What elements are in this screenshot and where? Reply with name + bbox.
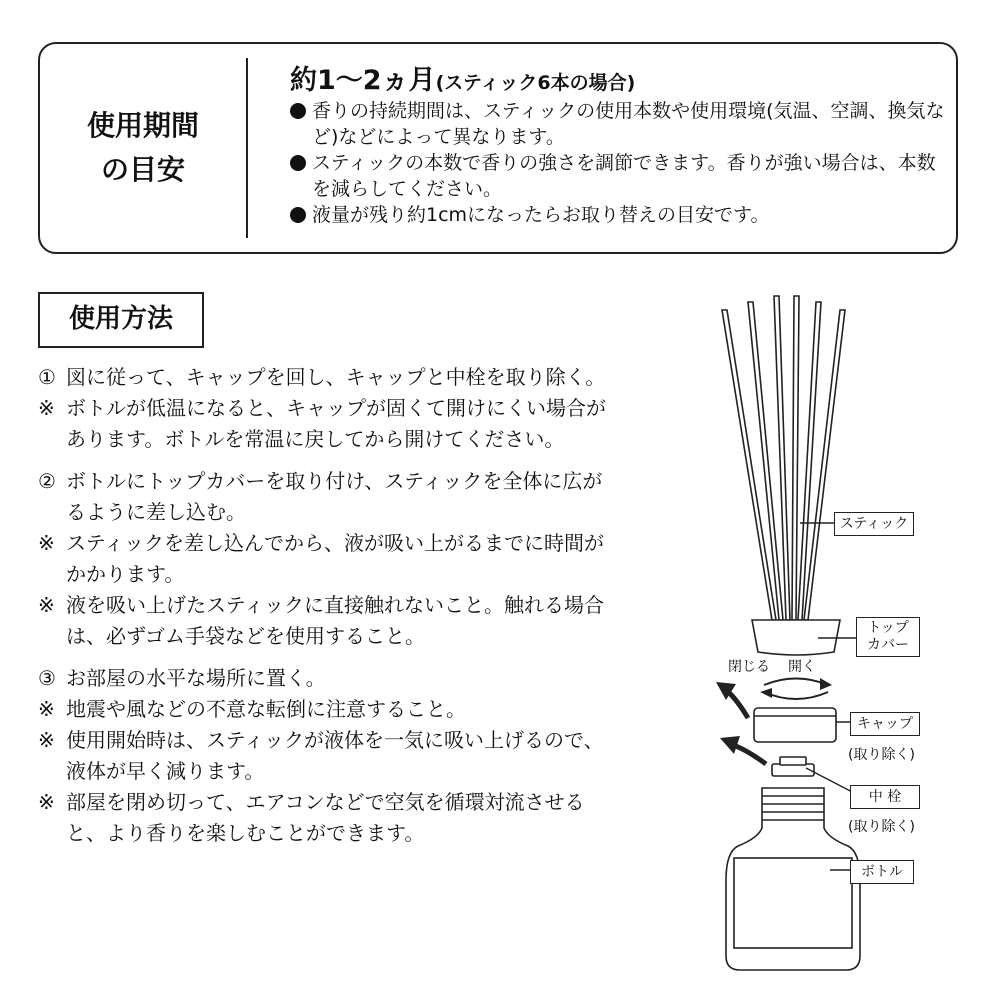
top-cover-label-line-1: トップ xyxy=(867,620,909,636)
bottle-label-area xyxy=(734,858,852,948)
step-item xyxy=(38,362,618,393)
note-text: 地震や風などの不意な転倒に注意すること。 xyxy=(66,697,466,721)
period-bullet: 香りの持続期間は、スティックの使用本数や使用環境(気温、空調、換気など)などによって異なります。 xyxy=(290,98,950,150)
step-marker: ① xyxy=(38,365,56,389)
usage-period-box xyxy=(38,42,958,254)
step-text: ボトルにトップカバーを取り付け、スティックを全体に広がるように差し込む。 xyxy=(66,469,603,524)
note-marker: ※ xyxy=(38,531,55,555)
top-cover-callout xyxy=(856,617,920,657)
usage-period-label xyxy=(40,104,246,192)
usage-method-heading: 使用方法 xyxy=(38,292,204,348)
note-text: ボトルが低温になると、キャップが固くて開けにくい場合があります。ボトルを常温に戻してから開けてください。 xyxy=(66,396,606,451)
period-bullet: スティックの本数で香りの強さを調節できます。香りが強い場合は、本数を減らしてください。 xyxy=(290,150,950,202)
usage-period-label-line-2: の目安 xyxy=(100,153,185,186)
note-item xyxy=(38,393,618,455)
period-divider xyxy=(246,58,248,238)
top-cover-label-line-2: カバー xyxy=(867,637,909,653)
step-item xyxy=(38,663,618,694)
usage-period-condition: (スティック6本の場合) xyxy=(435,72,636,94)
usage-period-bullets xyxy=(290,98,950,228)
note-item xyxy=(38,694,618,725)
step-text: 図に従って、キャップを回し、キャップと中栓を取り除く。 xyxy=(66,365,606,389)
cap-remove-note: (取り除く) xyxy=(848,747,915,763)
note-item xyxy=(38,787,618,849)
stick-callout: スティック xyxy=(834,512,914,536)
diffuser-diagram xyxy=(700,280,1000,980)
note-item xyxy=(38,528,618,590)
note-text: 部屋を閉め切って、エアコンなどで空気を循環対流させると、より香りを楽しむことができます。 xyxy=(66,790,585,845)
usage-period-duration: 約1〜2ヵ月 xyxy=(290,65,436,96)
close-label: 閉じる xyxy=(728,659,770,675)
open-label: 開く xyxy=(788,659,816,675)
usage-steps xyxy=(38,362,618,849)
note-marker: ※ xyxy=(38,697,55,721)
inner-plug-remove-note: (取り除く) xyxy=(848,819,915,835)
step-text: お部屋の水平な場所に置く。 xyxy=(66,666,326,690)
note-marker: ※ xyxy=(38,593,55,617)
note-item xyxy=(38,725,618,787)
note-marker: ※ xyxy=(38,728,55,752)
period-bullet: 液量が残り約1cmになったらお取り替えの目安です。 xyxy=(290,202,950,228)
step-marker: ② xyxy=(38,469,56,493)
note-text: スティックを差し込んでから、液が吸い上がるまでに時間がかかります。 xyxy=(66,531,604,586)
step-marker: ③ xyxy=(38,666,56,690)
step-item xyxy=(38,466,618,528)
note-text: 使用開始時は、スティックが液体を一気に吸い上げるので、液体が早く減ります。 xyxy=(66,728,604,783)
note-text: 液を吸い上げたスティックに直接触れないこと。触れる場合は、必ずゴム手袋などを使用すること。 xyxy=(66,593,604,648)
reed-stick xyxy=(792,296,799,620)
note-marker: ※ xyxy=(38,790,55,814)
usage-period-title xyxy=(290,58,635,97)
bottle-callout: ボトル xyxy=(850,860,914,884)
inner-plug-callout: 中 栓 xyxy=(850,785,920,809)
rotate-arrow-icon xyxy=(764,679,828,686)
cap-callout: キャップ xyxy=(850,712,920,736)
note-marker: ※ xyxy=(38,396,55,420)
cap-icon xyxy=(754,708,836,742)
usage-period-label-line-1: 使用期間 xyxy=(86,109,199,142)
note-item xyxy=(38,590,618,652)
